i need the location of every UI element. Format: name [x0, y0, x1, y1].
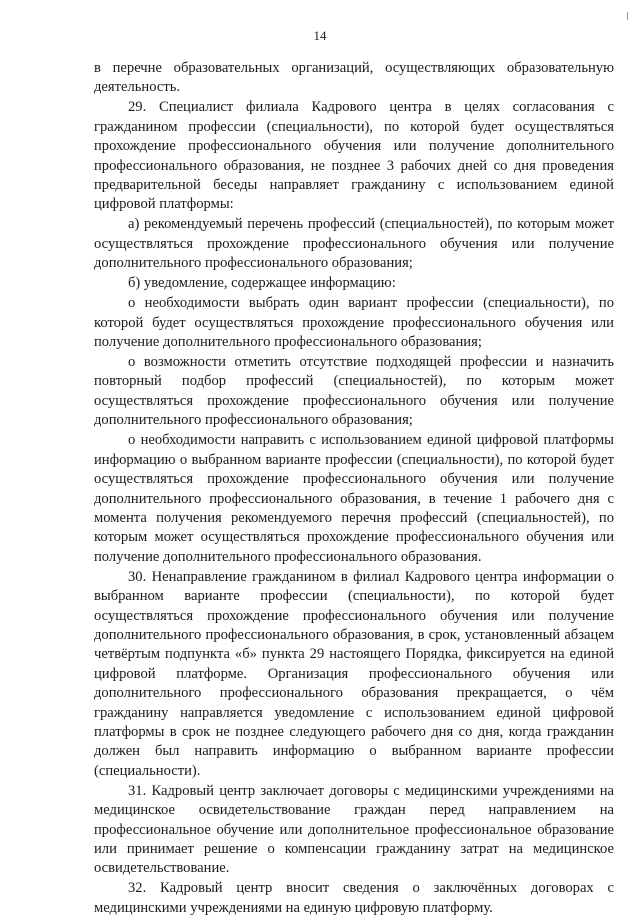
page-number: 14 [313, 28, 327, 43]
paragraph-subitem-b: б) уведомление, содержащее информацию: [128, 275, 396, 292]
paragraph-notice-send-information: о необходимости направить с использованием единой цифровой платформы информацию о выбранном варианте профессии (специальности), по которой будет осуществляться прохождение профессионального обучения или получение дополнительного профессионального образования, в течение 1 рабочего дня с момента получения рекомендуемого перечня профессий (специальностей), по которым может осуществляться прохождение профессионального обучения или получение дополнительного профессионального образования. [94, 432, 614, 565]
paragraph-notice-choose-profession: о необходимости выбрать один вариант профессии (специальности), по которой будет осуществляться прохождение профессионального обучения или получение дополнительного профессионального образования; [94, 295, 614, 351]
paragraph-continuation: в перечне образовательных организаций, осуществляющих образовательную деятельность. [94, 60, 614, 96]
paragraph-item-31: 31. Кадровый центр заключает договоры с медицинскими учреждениями на медицинское освидетельствование граждан перед направлением на профессиональное обучение или дополнительное профессиональное образование или принимает решение о компенсации гражданину затрат на медицинское освидетельствование. [94, 782, 614, 877]
paragraph-item-30: 30. Ненаправление гражданином в филиал Кадрового центра информации о выбранном варианте профессии (специальности), по которой будет осуществляться прохождение профессионального обучения или получение дополнительного профессионального образования, в срок, установленный абзацем четвёртым подпункта «б» пункта 29 настоящего Порядка, фиксируется на единой цифровой платформе. Организация профессионального обучения или дополнительного профессионального образования прекращается, о чём гражданину направляется уведомление с использованием единой цифровой платформы в срок не позднее следующего рабочего дня со дня, когда гражданин должен был направить информацию о выбранном варианте профессии (специальности). [94, 568, 614, 779]
document-body [94, 59, 614, 918]
paragraph-notice-repeat-selection: о возможности отметить отсутствие подходящей профессии и назначить повторный подбор профессий (специальностей), по которым может осуществляться прохождение профессионального обучения или получение дополнительного профессионального образования; [94, 354, 614, 429]
paragraph-item-32: 32. Кадровый центр вносит сведения о заключённых договорах с медицинскими учреждениями на единую цифровую платформу. [94, 880, 614, 916]
paragraph-item-29: 29. Специалист филиала Кадрового центра в целях согласования с гражданином профессии (специальности), по которой будет осуществляться прохождение профессионального обучения или получение дополнительного профессионального образования, не позднее 3 рабочих дней со дня проведения предварительной беседы направляет гражданину с использованием единой цифровой платформы: [94, 99, 614, 213]
paragraph-subitem-a: а) рекомендуемый перечень профессий (специальностей), по которым может осуществляться прохождение профессионального обучения или получение дополнительного профессионального образования; [94, 216, 614, 272]
scan-corner-mark [627, 12, 628, 20]
